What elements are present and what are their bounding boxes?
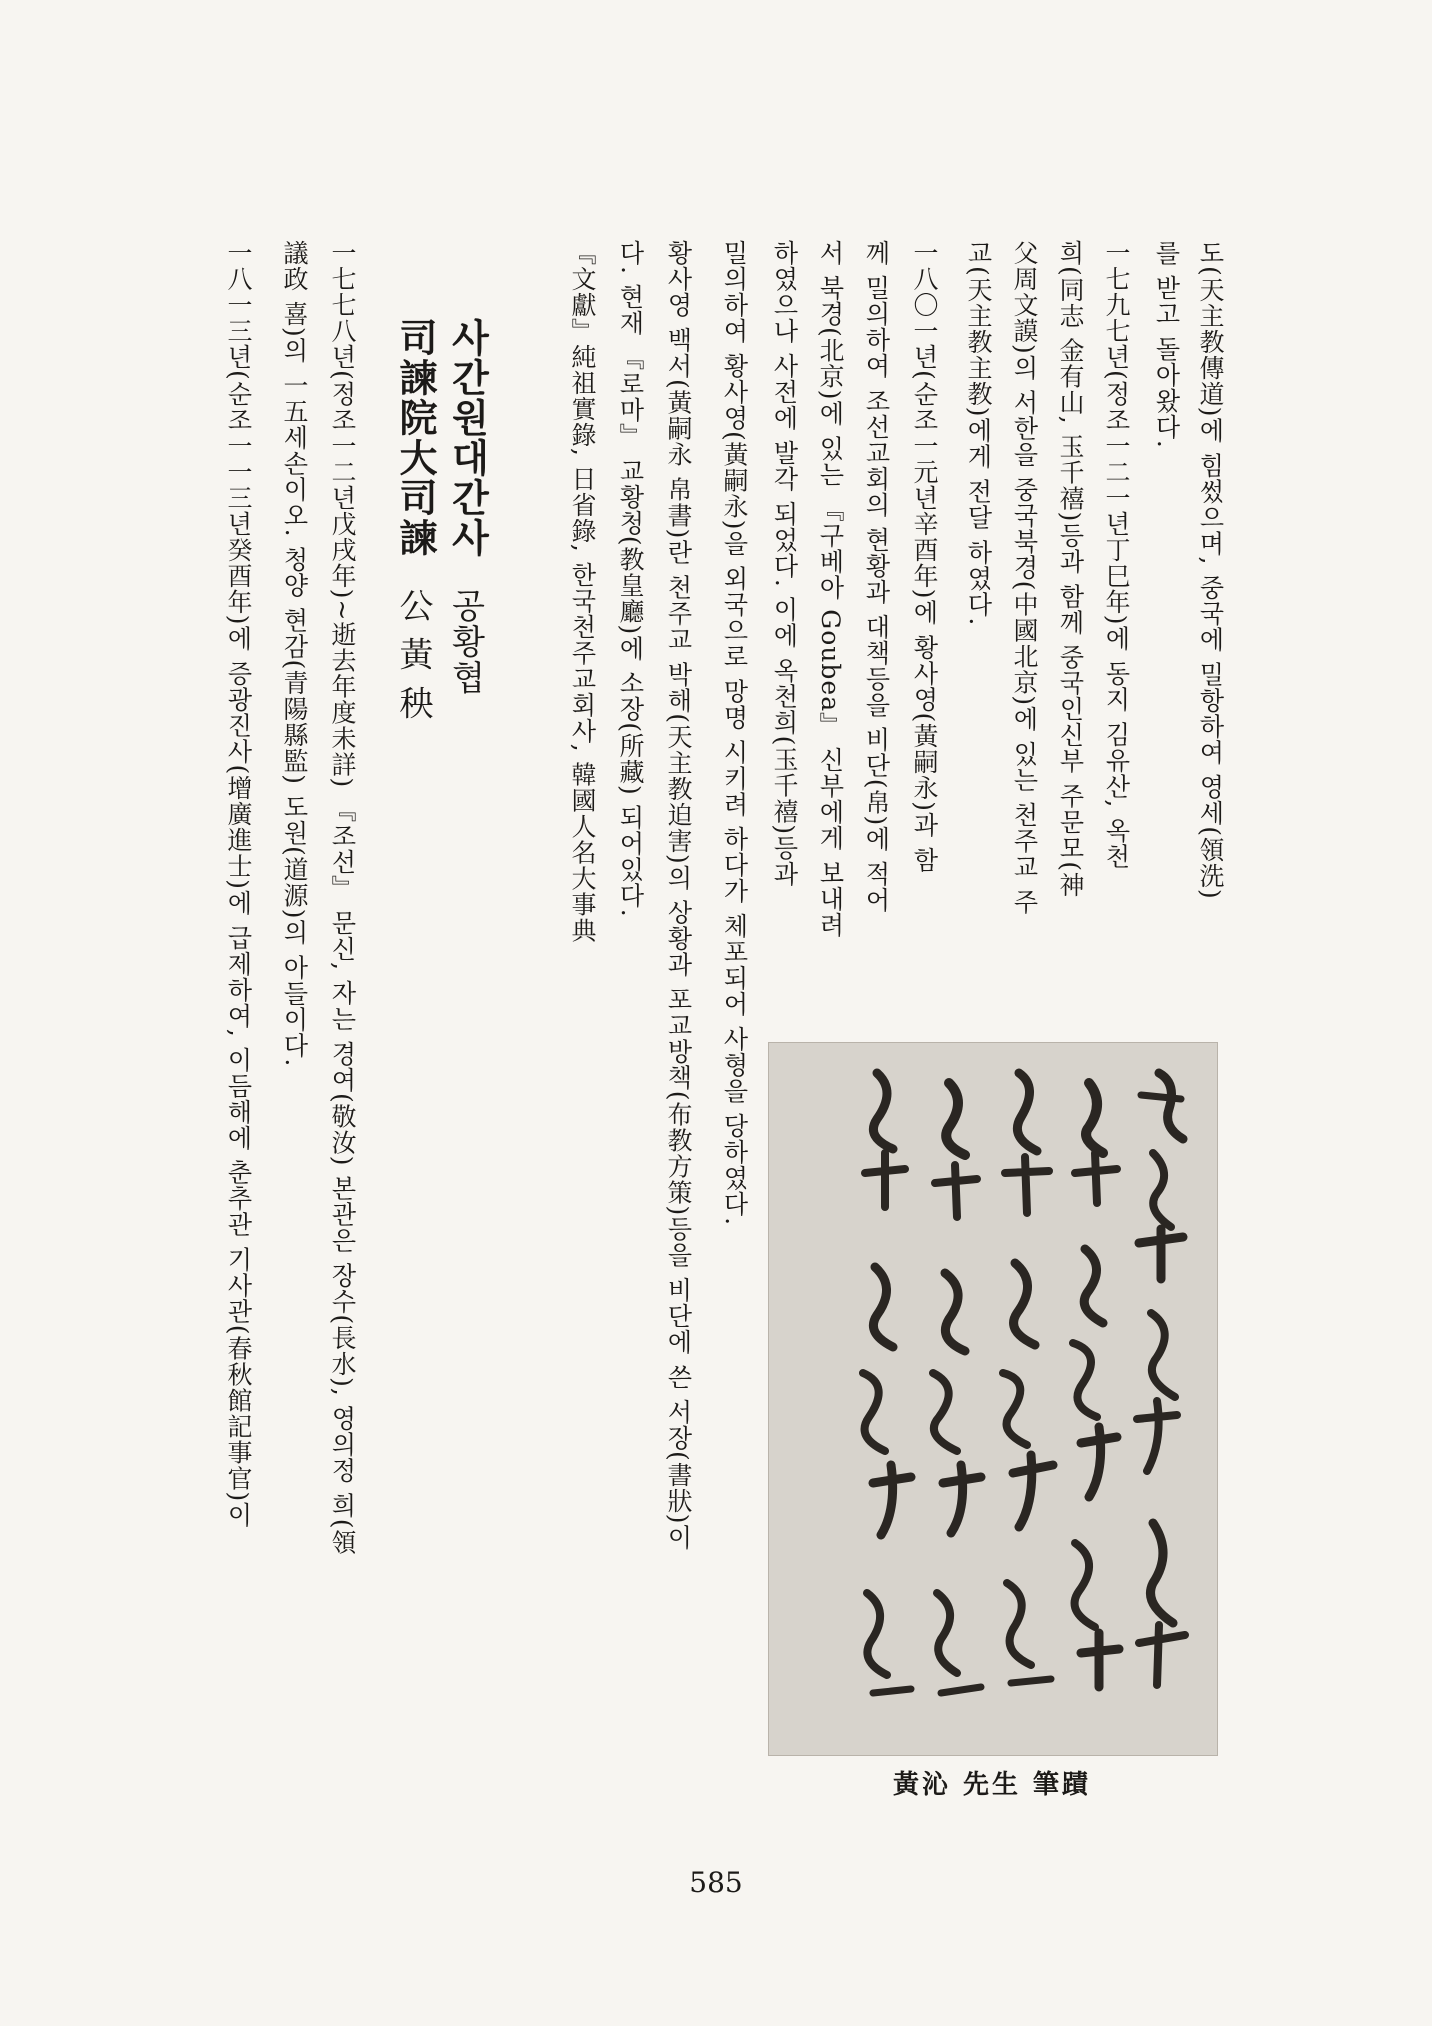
text-column: 하였으나 사전에 발각 되었다. 이에 옥천희(玉千禧)등과: [770, 240, 799, 888]
text-column: 議政 喜)의 一五세손이오. 청양 현감(青陽縣監) 도원(道源)의 아들이다.: [280, 240, 309, 1068]
text-column: 도(天主教傳道)에 힘썼으며, 중국에 밀항하여 영세(領洗): [1196, 240, 1225, 900]
text-column: 서 북경(北京)에 있는 『구베아 Goubea』 신부에게 보내려: [816, 240, 845, 939]
entry-heading-hangul-name: 공황협: [445, 588, 485, 696]
text-column: 교(天主教主教)에게 전달 하였다.: [964, 240, 993, 627]
calligraphy-strokes: [769, 1043, 1217, 1755]
text-column: 희(同志 金有山, 玉千禧)등과 함께 중국인신부 주문모(神: [1056, 240, 1085, 898]
text-column: 황사영 백서(黃嗣永 帛書)란 천주교 박해(天主教迫害)의 상황과 포교방책(布教方策)등을 비단에 쓴 서장(書狀)이: [664, 240, 693, 1551]
text-column: 父周文謨)의 서한을 중국북경(中國北京)에 있는 천주교 주: [1010, 240, 1039, 915]
text-column: 밀의하여 황사영(黃嗣永)을 외국으로 망명 시키려 하다가 체포되어 사형을 당하였다.: [720, 240, 749, 1227]
text-column: 를 받고 돌아왔다.: [1152, 240, 1181, 449]
calligraphy-caption: 黃沁 先生 筆蹟: [892, 1770, 1092, 1800]
text-column-references: 『文獻』純祖實錄, 日省錄, 한국천주교회사, 韓國人名大事典: [568, 240, 597, 944]
text-column: 一七七八년(정조一二년戊戌年)~逝去年度未詳) 『조선』 문신, 자는 경여(敬汝) 본관은 장수(長水), 영의정 희(領: [328, 240, 357, 1556]
text-column: 께 밀의하여 조선교회의 현황과 대책등을 비단(帛)에 적어: [862, 240, 891, 914]
calligraphy-image: [768, 1042, 1218, 1756]
page-number: 585: [689, 1866, 743, 1899]
text-column: 다. 현재 『로마』 교황청(教皇廳)에 소장(所藏) 되어있다.: [616, 240, 645, 918]
text-column: 一八一三년(순조一一三년癸酉年)에 증광진사(增廣進士)에 급제하여, 이듬해에 춘추관 기사관(春秋館記事官)이: [224, 240, 253, 1529]
entry-heading-hanja-name: 公 黃 秧: [393, 588, 433, 722]
text-column: 一八〇一년(순조一元년辛酉年)에 황사영(黃嗣永)과 함: [910, 240, 939, 873]
text-column: 一七九七년(정조一二一년丁巳年)에 동지 김유산, 옥천: [1102, 240, 1131, 870]
entry-heading-hanja: 司諫院大司諫: [393, 318, 438, 558]
entry-heading-hangul: 사간원대간사: [445, 318, 490, 558]
